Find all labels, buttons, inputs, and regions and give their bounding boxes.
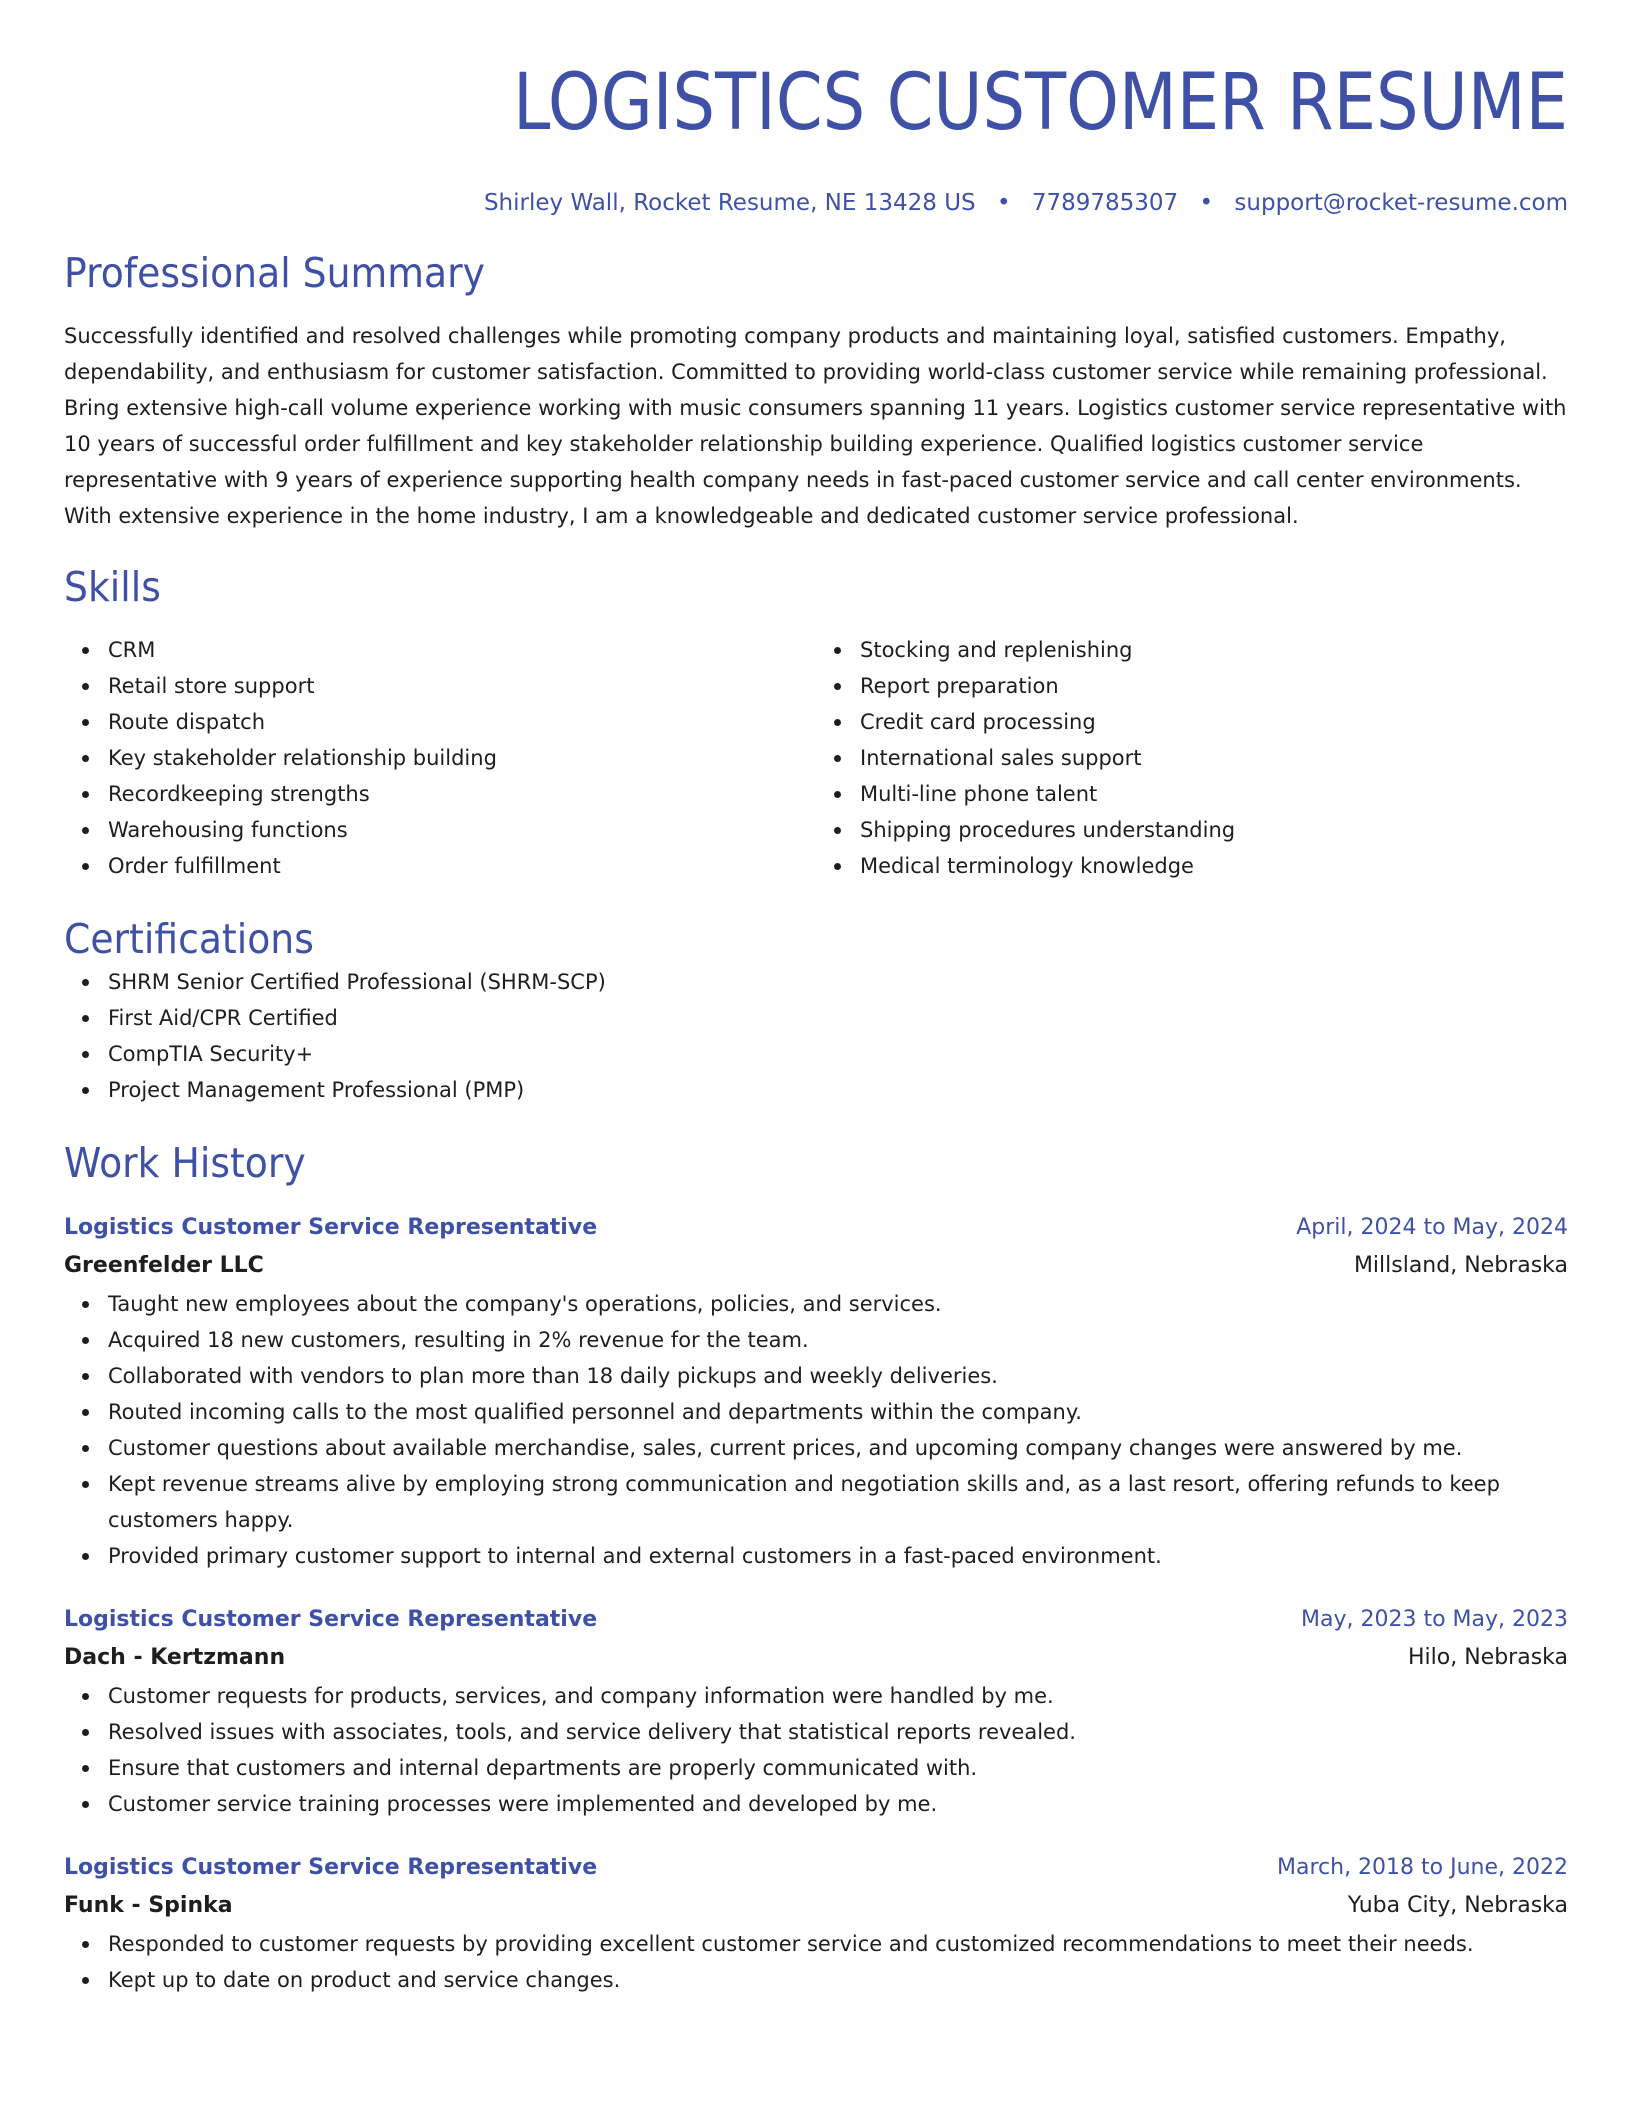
- certification-item: First Aid/CPR Certified: [108, 1000, 1568, 1036]
- job-bullet: Ensure that customers and internal departments are properly communicated with.: [108, 1750, 1568, 1786]
- job-bullet: Customer requests for products, services, and company information were handled by me.: [108, 1678, 1568, 1714]
- skill-item: International sales support: [860, 740, 1568, 776]
- job-bullet: Kept up to date on product and service changes.: [108, 1962, 1568, 1998]
- job-header-row: [64, 1602, 1568, 1638]
- job-bullet-list: [64, 1926, 1568, 1998]
- contact-address: Shirley Wall, Rocket Resume, NE 13428 US: [483, 190, 976, 216]
- certification-item: CompTIA Security+: [108, 1036, 1568, 1072]
- certification-item: SHRM Senior Certified Professional (SHRM-SCP): [108, 964, 1568, 1000]
- contact-separator: •: [996, 190, 1011, 216]
- job-entry: [64, 1602, 1568, 1822]
- skill-item: Warehousing functions: [108, 812, 816, 848]
- job-bullet-list: [64, 1678, 1568, 1822]
- summary-heading: Professional Summary: [64, 249, 485, 297]
- job-role: Logistics Customer Service Representative: [64, 1215, 598, 1240]
- job-role: Logistics Customer Service Representative: [64, 1607, 598, 1632]
- job-bullet: Taught new employees about the company's operations, policies, and services.: [108, 1286, 1568, 1322]
- job-dates: April, 2024 to May, 2024: [1296, 1215, 1568, 1240]
- skill-item: Retail store support: [108, 668, 816, 704]
- certification-item: Project Management Professional (PMP): [108, 1072, 1568, 1108]
- job-header-row: [64, 1210, 1568, 1246]
- job-bullet: Collaborated with vendors to plan more than 18 daily pickups and weekly deliveries.: [108, 1358, 1568, 1394]
- job-location: Millsland, Nebraska: [1353, 1253, 1568, 1278]
- summary-text: Successfully identified and resolved challenges while promoting company products and maintaining loyal, satisfied customers. Empathy, dependability, and enthusiasm for customer satisfaction. Committed to providing world-class customer service while remaining professional. Bring extensive high-call volume experience working with music consumers spanning 11 years. Logistics customer service representative with 10 years of successful order fulfillment and key stakeholder relationship building experience. Qualified logistics customer service representative with 9 years of experience supporting health company needs in fast-paced customer service and call center environments. With extensive experience in the home industry, I am a knowledgeable and dedicated customer service professional.: [64, 324, 1567, 528]
- skills-list-right: [816, 632, 1568, 884]
- job-location: Yuba City, Nebraska: [1347, 1893, 1568, 1918]
- skills-list-left: [64, 632, 816, 884]
- job-dates: May, 2023 to May, 2023: [1301, 1607, 1568, 1632]
- job-location: Hilo, Nebraska: [1408, 1645, 1568, 1670]
- job-bullet: Kept revenue streams alive by employing strong communication and negotiation skills and, as a last resort, offering refunds to keep customers happy.: [108, 1466, 1568, 1538]
- contact-separator: •: [1199, 190, 1214, 216]
- skill-item: Order fulfillment: [108, 848, 816, 884]
- job-bullet: Customer questions about available merchandise, sales, current prices, and upcoming company changes were answered by me.: [108, 1430, 1568, 1466]
- job-company: Greenfelder LLC: [64, 1253, 264, 1278]
- job-bullet-list: [64, 1286, 1568, 1574]
- resume-page: [64, 0, 1568, 1998]
- skill-item: Credit card processing: [860, 704, 1568, 740]
- job-bullet: Routed incoming calls to the most qualified personnel and departments within the company.: [108, 1394, 1568, 1430]
- job-company-row: [64, 1886, 1568, 1926]
- job-company-row: [64, 1246, 1568, 1286]
- skill-item: Medical terminology knowledge: [860, 848, 1568, 884]
- resume-title: LOGISTICS CUSTOMER RESUME: [512, 58, 1568, 148]
- job-entry: [64, 1210, 1568, 1574]
- skill-item: CRM: [108, 632, 816, 668]
- certifications-heading: Certifications: [64, 915, 314, 963]
- job-company: Funk - Spinka: [64, 1893, 233, 1918]
- skills-columns: [64, 632, 1568, 884]
- job-bullet: Resolved issues with associates, tools, and service delivery that statistical reports revealed.: [108, 1714, 1568, 1750]
- work-history-heading: Work History: [64, 1139, 306, 1187]
- certifications-list: [64, 964, 1568, 1108]
- skill-item: Stocking and replenishing: [860, 632, 1568, 668]
- job-header-row: [64, 1850, 1568, 1886]
- skill-item: Route dispatch: [108, 704, 816, 740]
- contact-phone: 7789785307: [1031, 190, 1179, 216]
- job-bullet: Acquired 18 new customers, resulting in 2% revenue for the team.: [108, 1322, 1568, 1358]
- skill-item: Multi-line phone talent: [860, 776, 1568, 812]
- skill-item: Shipping procedures understanding: [860, 812, 1568, 848]
- job-role: Logistics Customer Service Representative: [64, 1855, 598, 1880]
- contact-line: [64, 188, 1568, 218]
- skills-heading: Skills: [64, 563, 161, 611]
- skill-item: Recordkeeping strengths: [108, 776, 816, 812]
- job-company-row: [64, 1638, 1568, 1678]
- job-bullet: Provided primary customer support to internal and external customers in a fast-paced environment.: [108, 1538, 1568, 1574]
- skill-item: Key stakeholder relationship building: [108, 740, 816, 776]
- job-entry: [64, 1850, 1568, 1998]
- skill-item: Report preparation: [860, 668, 1568, 704]
- job-bullet: Responded to customer requests by providing excellent customer service and customized recommendations to meet their needs.: [108, 1926, 1568, 1962]
- job-dates: March, 2018 to June, 2022: [1277, 1855, 1568, 1880]
- job-bullet: Customer service training processes were implemented and developed by me.: [108, 1786, 1568, 1822]
- contact-email[interactable]: support@rocket-resume.com: [1234, 190, 1568, 216]
- job-company: Dach - Kertzmann: [64, 1645, 286, 1670]
